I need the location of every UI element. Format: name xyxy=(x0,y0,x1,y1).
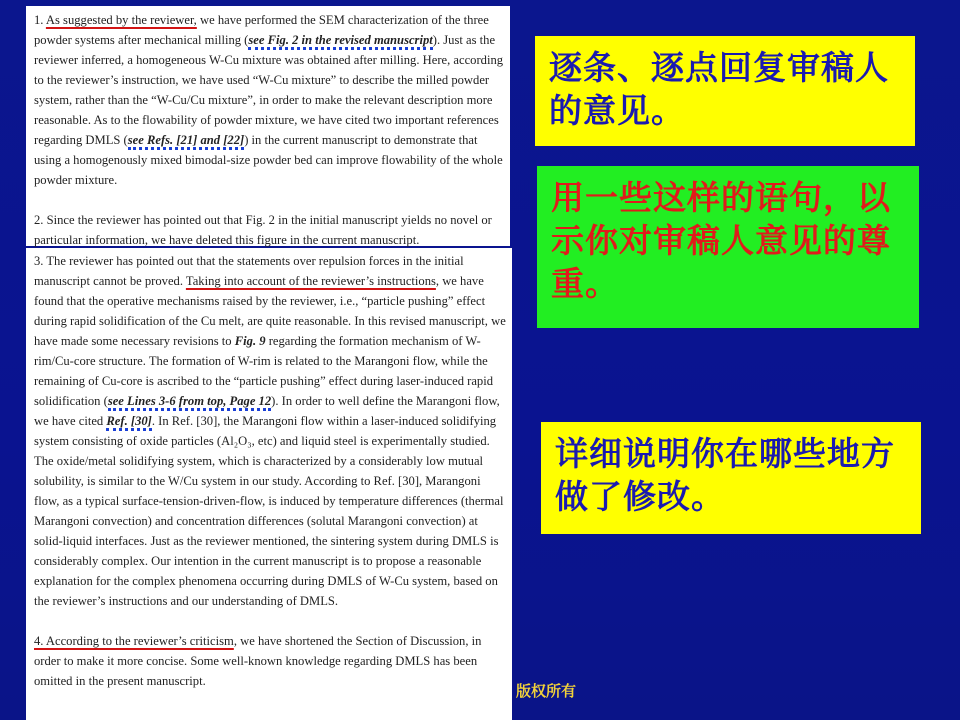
callout-detail-revisions: 详细说明你在哪些地方做了修改。 xyxy=(541,422,921,534)
ref-fig-9: Fig. 9 xyxy=(234,334,266,348)
highlight-suggested-by-reviewer: As suggested by the reviewer, xyxy=(45,13,197,27)
response-excerpt-bottom xyxy=(26,248,512,720)
copyright-label: 版权所有 xyxy=(516,682,577,700)
response-excerpt-top xyxy=(26,6,510,246)
ref-30: Ref. [30] xyxy=(106,414,151,431)
point-text: . In Ref. [30], the Marangoni flow within a laser-induced solidifying system consisting of oxide particles (Al₂O₃, etc) and liquid steel is experimentally studied. The oxide/metal solidifying system, which is characterized by a considerably low mutual solubility, is similar to the W/Cu system in our study. According to Ref. [30], Marangoni flow, as a typical surface-tension-driven-flow, is induced by temperature differences (thermal Marangoni convection) and concentration differences (solutal Marangoni convection) at solid-liquid interfaces. Just as the reviewer mentioned, the sintering system during DMLS is considerably complex. Our intention in the current manuscript is to propose a reasonable explanation for the complex phenomena occurring during DMLS of W-Cu system, based on the reviewer’s instructions and our understanding of DMLS. xyxy=(34,414,504,608)
callout-reply-point-by-point: 逐条、逐点回复审稿人的意见。 xyxy=(535,36,915,146)
response-point-1 xyxy=(34,10,504,190)
ref-revised-figure: see Fig. 2 in the revised manuscript xyxy=(248,33,432,50)
response-point-4 xyxy=(34,631,506,691)
point-text: regarding the formation mechanism of W-rim/Cu-core structure. The formation of W-rim is related to the Marangoni flow, while the remaining of Cu-core is ascribed to the “particle pushing” effect during laser-induced rapid solidification ( xyxy=(34,334,494,408)
point-text: ). Just as the reviewer inferred, a homogeneous W-Cu mixture was obtained after milling. Here, according to the reviewer’s instruction, we have used “W-Cu mixture” to describe the milled powder system, rather than the “W-Cu/Cu mixture”, in order to make the relevant description more reasonable. As to the flowability of powder mixture, we have cited two important references regarding DMLS ( xyxy=(34,33,504,147)
highlight-reviewer-criticism: 4. According to the reviewer’s criticism xyxy=(34,634,234,648)
callout-respect-reviewer: 用一些这样的语句，以示你对审稿人意见的尊重。 xyxy=(537,166,919,328)
point-text: ). In order to well define the Marangoni flow, we have cited xyxy=(34,394,500,428)
point-text: we have performed the SEM characterization of the three powder systems after mechanical milling ( xyxy=(34,13,489,47)
point-text: ) in the current manuscript to demonstrate that using a homogenously mixed bimodal-size powder bed can improve flowability of the whole powder mixture. xyxy=(34,133,503,187)
ref-lines-page: see Lines 3-6 from top, Page 12 xyxy=(108,394,271,411)
response-point-2: 2. Since the reviewer has pointed out that Fig. 2 in the initial manuscript yields no novel or particular information, we have deleted this figure in the current manuscript. xyxy=(34,213,492,247)
point-text: 3. The reviewer has pointed out that the statements over repulsion forces in the initial manuscript cannot be proved. xyxy=(34,254,464,288)
highlight-reviewer-instructions: Taking into account of the reviewer’s instructions xyxy=(185,274,436,288)
point-text: , we have shortened the Section of Discussion, in order to make it more concise. Some well-known knowledge regarding DMLS has been omitted in the present manuscript. xyxy=(34,634,482,688)
point-text: , we have found that the operative mechanisms raised by the reviewer, i.e., “particle pushing” effect during rapid solidification of the Cu melt, are quite reasonable. In this revised manuscript, we have made some necessary revisions to xyxy=(34,274,506,348)
response-point-3 xyxy=(34,251,506,611)
ref-citations: see Refs. [21] and [22] xyxy=(128,133,244,150)
point-number: 1. xyxy=(34,13,46,27)
